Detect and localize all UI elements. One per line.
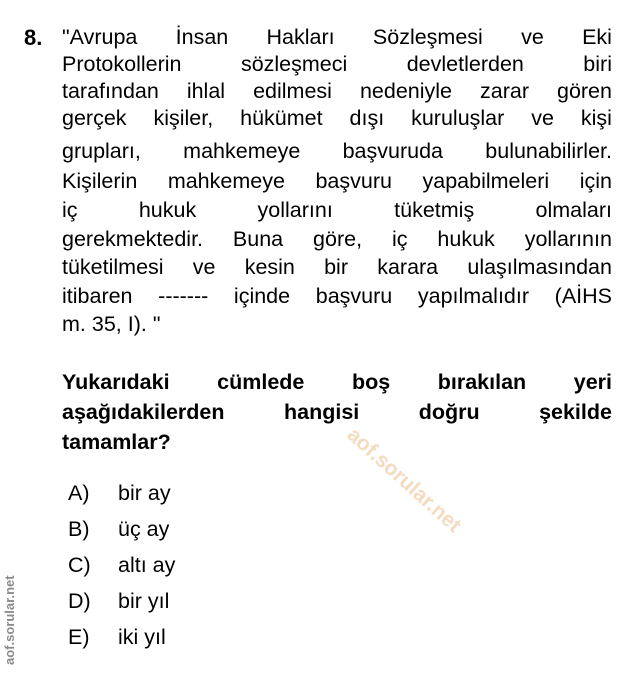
option-a[interactable]	[68, 480, 171, 506]
word: Yukarıdaki	[62, 370, 170, 394]
paragraph-line	[62, 226, 612, 252]
word: itibaren	[62, 284, 133, 308]
word: başvuru	[315, 284, 393, 308]
option-label: C)	[68, 553, 91, 577]
word: edilmesi	[253, 79, 332, 103]
word: ihlal	[186, 79, 226, 103]
word: sözleşmeci	[240, 52, 348, 76]
word: 35,	[91, 312, 122, 336]
prompt-line	[62, 399, 612, 425]
watermark-diagonal: aof.sorular.net	[342, 423, 466, 537]
word: yapılmalıdır	[417, 284, 530, 308]
option-text: bir yıl	[118, 589, 170, 613]
word: Buna	[232, 227, 284, 251]
word: yollarını	[257, 198, 333, 222]
word: mahkemeye	[167, 169, 285, 193]
word: kişiler,	[153, 106, 214, 130]
word: İnsan	[175, 25, 229, 49]
word: kuruluşlar	[411, 106, 505, 130]
word: gören	[556, 79, 612, 103]
word: ve	[192, 255, 216, 279]
paragraph-line	[62, 51, 612, 77]
word: tüketilmesi	[62, 255, 164, 279]
word: şekilde	[539, 400, 612, 424]
word: Protokollerin	[62, 52, 182, 76]
word: tamamlar?	[62, 430, 171, 454]
word: bırakılan	[437, 370, 527, 394]
word: ve	[531, 106, 554, 130]
word: aşağıdakilerden	[62, 400, 225, 424]
word: Kişilerin	[62, 169, 138, 193]
word: hükümet	[240, 106, 323, 130]
word: -------	[158, 284, 209, 308]
paragraph-line	[62, 168, 612, 194]
word: kesin	[244, 255, 295, 279]
word: kişi	[580, 106, 612, 130]
word: tüketmiş	[394, 198, 475, 222]
paragraph-line	[62, 254, 612, 280]
word: "	[152, 312, 161, 336]
paragraph-line	[62, 197, 612, 223]
word: karara	[377, 255, 439, 279]
word: Hakları	[266, 25, 335, 49]
option-label: D)	[68, 589, 91, 613]
word: m.	[62, 312, 86, 336]
option-b[interactable]	[68, 516, 169, 542]
option-label: B)	[68, 517, 90, 541]
word: hukuk	[437, 227, 495, 251]
word: yeri	[573, 370, 612, 394]
option-e[interactable]	[68, 624, 166, 650]
prompt-line	[62, 429, 612, 455]
option-label: A)	[68, 481, 90, 505]
word: doğru	[418, 400, 480, 424]
word: tarafından	[62, 79, 159, 103]
paragraph-line	[62, 24, 612, 50]
word: I).	[127, 312, 147, 336]
word: "Avrupa	[62, 25, 138, 49]
paragraph-line	[62, 78, 612, 104]
question-number: 8.	[24, 25, 43, 50]
option-text: üç ay	[118, 517, 170, 541]
word: biri	[583, 52, 612, 76]
word: iç	[62, 198, 78, 222]
word: bir	[324, 255, 348, 279]
word: bulunabilirler.	[485, 139, 612, 163]
word: devletlerden	[406, 52, 524, 76]
word: ve	[521, 25, 544, 49]
option-d[interactable]	[68, 588, 169, 614]
word: iç	[391, 227, 408, 251]
option-label: E)	[68, 625, 90, 649]
prompt-line	[62, 369, 612, 395]
word: başvuruda	[342, 139, 443, 163]
word: dışı	[349, 106, 385, 130]
word: yollarının	[524, 227, 612, 251]
word: cümlede	[217, 370, 305, 394]
paragraph-line	[62, 283, 612, 309]
option-c[interactable]	[68, 552, 175, 578]
word: Sözleşmesi	[372, 25, 483, 49]
paragraph-line	[62, 105, 612, 131]
paragraph-line	[62, 138, 612, 164]
paragraph-line	[62, 311, 612, 337]
word: nedeniyle	[359, 79, 452, 103]
option-text: altı ay	[118, 553, 176, 577]
word: mahkemeye	[183, 139, 301, 163]
word: Eki	[582, 25, 612, 49]
word: göre,	[313, 227, 363, 251]
word: zarar	[480, 79, 529, 103]
watermark-side: aof.sorular.net	[2, 575, 17, 665]
word: olmaları	[535, 198, 612, 222]
word: (AİHS	[554, 284, 612, 308]
word: için	[579, 169, 612, 193]
word: ulaşılmasından	[467, 255, 612, 279]
word: hukuk	[138, 198, 197, 222]
word: yapabilmeleri	[422, 169, 550, 193]
option-text: bir ay	[118, 481, 171, 505]
word: içinde	[233, 284, 291, 308]
word: grupları,	[62, 139, 141, 163]
word: hangisi	[283, 400, 360, 424]
word: gerçek	[62, 106, 127, 130]
word: başvuru	[315, 169, 392, 193]
word: boş	[351, 370, 391, 394]
option-text: iki yıl	[118, 625, 166, 649]
word: gerekmektedir.	[62, 227, 204, 251]
